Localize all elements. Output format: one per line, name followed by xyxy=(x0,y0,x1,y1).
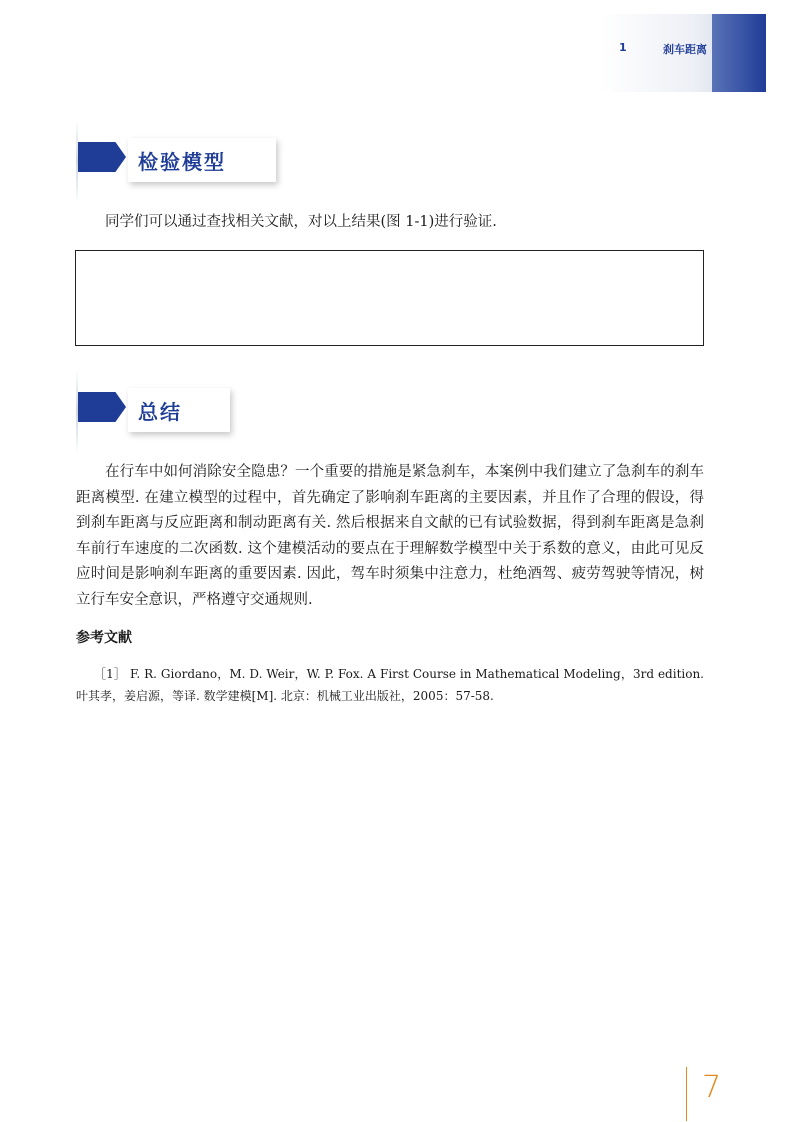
page-number-divider xyxy=(686,1067,687,1121)
references-heading: 参考文献 xyxy=(76,630,132,646)
chapter-title: 刹车距离 xyxy=(663,43,707,56)
summary-paragraph: 在行车中如何消除安全隐患？一个重要的措施是紧急刹车，本案例中我们建立了急刹车的刹车距离模型. 在建立模型的过程中，首先确定了影响刹车距离的主要因素，并且作了合理的假设，得到刹车距离与反应距离和制动距离有关. 然后根据来自文献的已有试验数据，得到刹车距离是急刹车前行车速度的二次函数. 这个建模活动的要点在于理解数学模型中关于系数的意义，由此可见反应时间是影响刹车距离的重要因素. 因此，驾车时须集中注意力，杜绝酒驾、疲劳驾驶等情况，树立行车安全意识，严格遵守交通规则. xyxy=(76,464,704,608)
reference-item: ［1］ F. R. Giordano，M. D. Weir，W. P. Fox. A First Course in Mathematical Modeling，3rd edition. 叶其孝，姜启源，等译. 数学建模[M]. 北京：机械工业出版社，2005：57-58. xyxy=(76,667,704,703)
section-title: 总结 xyxy=(138,400,182,424)
answer-box[interactable] xyxy=(75,250,704,346)
chapter-number: 1 xyxy=(619,41,627,54)
section-edge-line xyxy=(76,370,78,454)
header-accent-bar xyxy=(712,14,766,92)
verify-paragraph: 同学们可以通过查找相关文献，对以上结果(图 1-1)进行验证. xyxy=(105,214,497,230)
arrow-icon xyxy=(78,392,126,422)
arrow-icon xyxy=(78,142,126,172)
section-title: 检验模型 xyxy=(138,150,226,174)
page-number: 7 xyxy=(702,1070,722,1105)
section-edge-line xyxy=(76,120,78,204)
